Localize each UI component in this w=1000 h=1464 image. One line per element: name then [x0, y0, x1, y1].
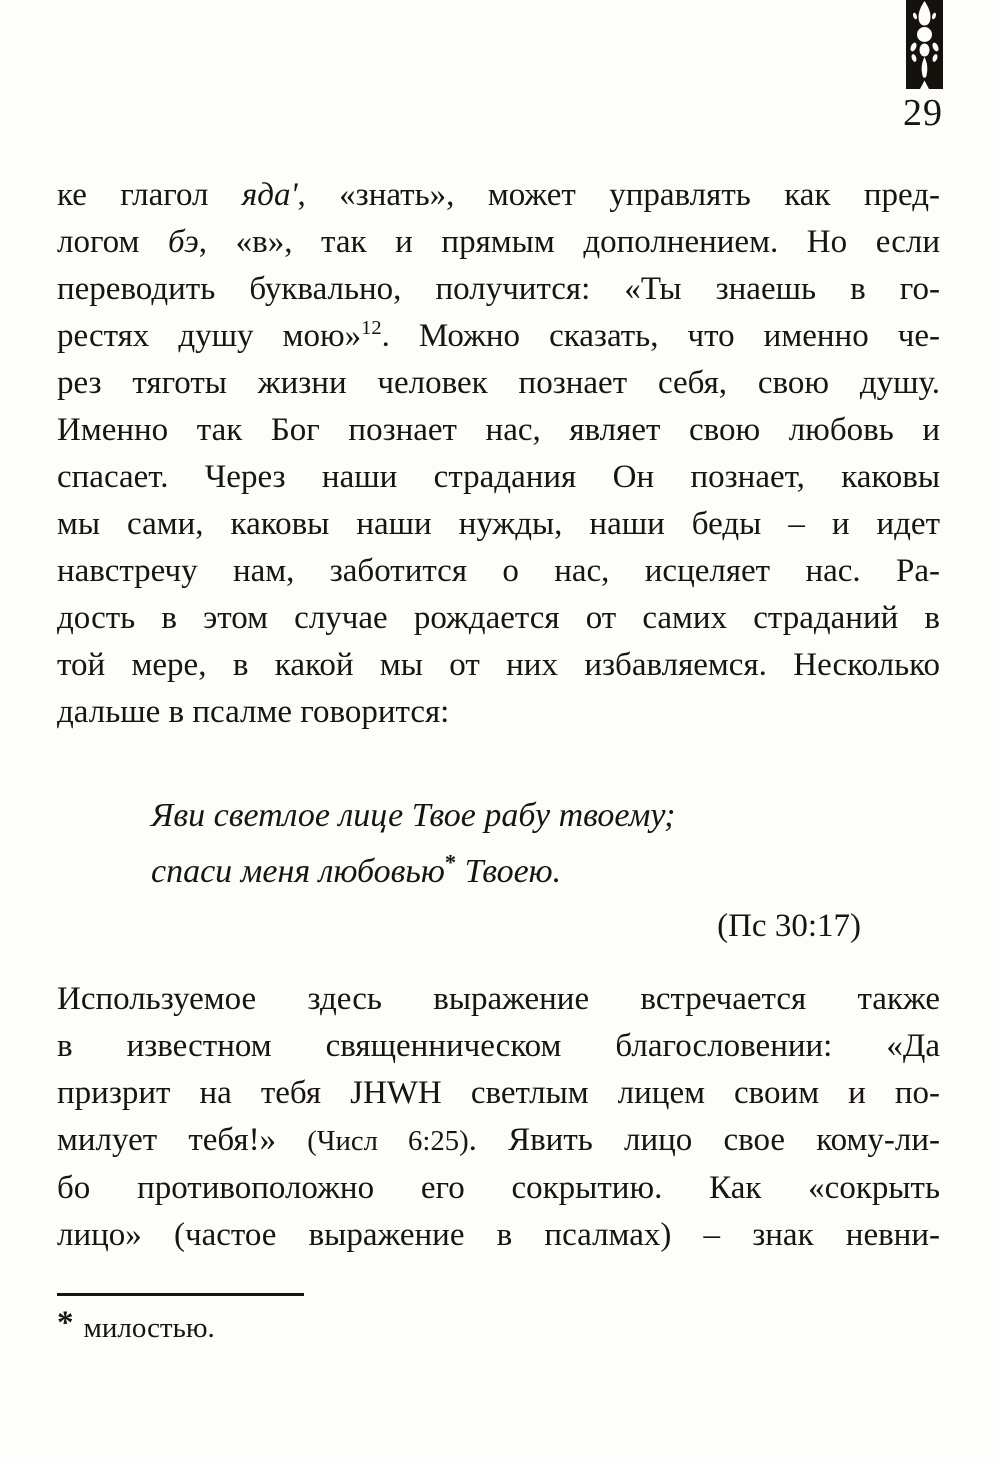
paragraph-2: [57, 976, 940, 1259]
text-line: спаси меня любовью* Твоею.: [151, 849, 562, 890]
ornament-icon: [906, 0, 943, 89]
footnote-area: [57, 1293, 304, 1346]
psalm-citation: (Пс 30:17): [717, 908, 861, 944]
text-line: ке глагол яда', «знать», может управлять как пред-: [57, 177, 941, 213]
body-text: [57, 172, 940, 1259]
text-line: рез тяготы жизни человек познает себя, свою душу.: [57, 365, 940, 401]
text-line: лицо» (частое выражение в псалмах) – знак невни-: [57, 1217, 940, 1253]
text-line: дость в этом случае рождается от самих страданий в: [57, 600, 940, 636]
footnote-divider: [57, 1293, 304, 1296]
text-line: Яви светлое лице Твое рабу твоему;: [151, 797, 676, 834]
text-line: рестях душу мою»$^{12}$. Можно сказать, что именно че-: [57, 317, 940, 354]
footnote-marker: *: [57, 1305, 74, 1341]
text-line: переводить буквально, получится: «Ты знаешь в го-: [57, 271, 940, 307]
text-line: навстречу нам, заботится о нас, исцеляет нас. Ра-: [57, 553, 940, 589]
text-line: Используемое здесь выражение встречается также: [57, 981, 940, 1017]
text-line: спасает. Через наши страдания Он познает, каковы: [57, 459, 940, 495]
psalm-quote: [151, 788, 940, 900]
footnote: [57, 1305, 304, 1346]
text-line: Именно так Бог познает нас, являет свою любовь и: [57, 412, 940, 448]
text-line: той мере, в какой мы от них избавляемся. Несколько: [57, 647, 940, 683]
paragraph-1: [57, 172, 940, 736]
text-line: в известном священническом благословении: «Да: [57, 1028, 940, 1064]
text-line: мы сами, каковы наши нужды, наши беды – и идет: [57, 506, 940, 542]
page-number: 29: [903, 92, 943, 134]
footnote-text: милостью.: [83, 1312, 215, 1344]
text-line: милует тебя!» (Числ 6:25). Явить лицо свое кому-ли-: [57, 1122, 940, 1158]
text-line: дальше в псалме говорится:: [57, 694, 450, 730]
text-line: бо противоположно его сокрытию. Как «сокрыть: [57, 1170, 940, 1206]
text-line: логом бэ, «в», так и прямым дополнением. Но если: [57, 224, 940, 260]
text-line: призрит на тебя JHWH светлым лицем своим и по-: [57, 1075, 940, 1111]
